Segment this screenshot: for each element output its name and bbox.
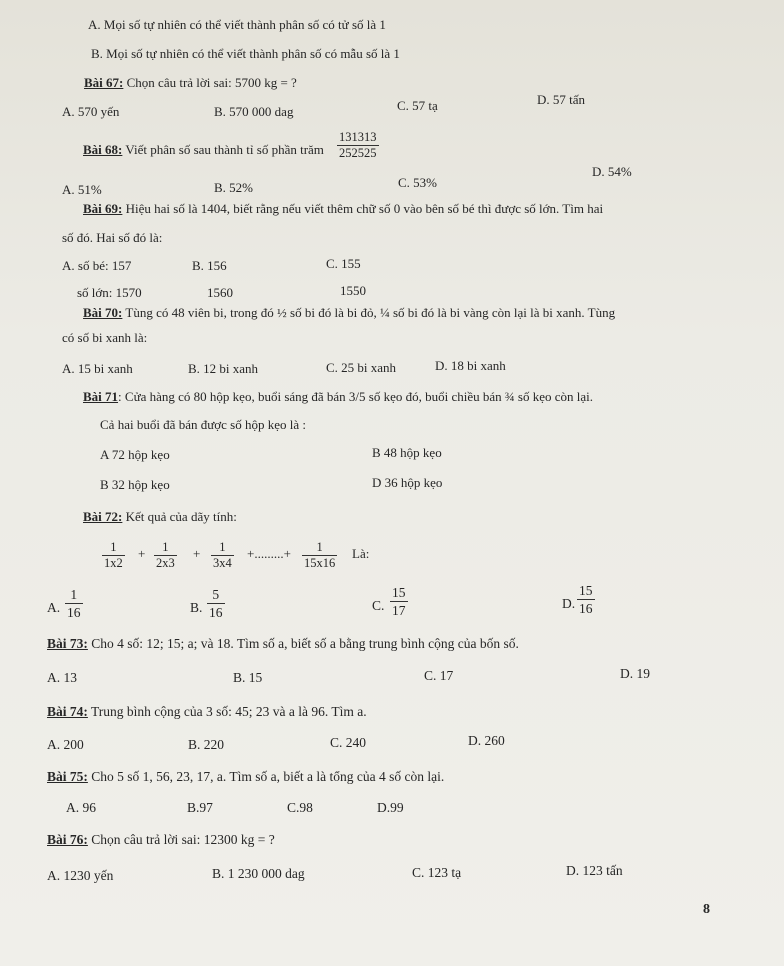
q72-option-a-numerator: 1 [70,587,78,602]
q72-option-a-fraction [65,587,83,620]
q72-la: Là: [352,546,370,561]
q67-option-c: C. 57 tạ [397,98,438,113]
q73-option-a: A. 13 [47,670,77,685]
q69-option-c-large: 1550 [340,283,366,298]
q70-prompt-line2: có số bi xanh là: [62,330,148,345]
q69-option-c-small: C. 155 [326,256,361,271]
q68-option-d: D. 54% [592,164,632,179]
q72-option-d-numerator: 15 [579,583,593,598]
page-number: 8 [703,902,710,917]
q72-option-a-denominator: 16 [67,605,81,620]
q72-plus-1: + [138,546,146,561]
q71-label: Bài 71 [83,389,119,404]
q68-option-a: A. 51% [62,182,102,197]
q71-prompt-line1 [83,389,593,405]
q72-term-2-numerator: 1 [162,540,169,554]
q69-option-b-small: B. 156 [192,258,227,273]
q72-option-b-denominator: 16 [209,605,223,620]
q76-text: Chọn câu trả lời sai: 12300 kg = ? [87,832,275,847]
q76-option-d: D. 123 tấn [566,863,623,878]
q69-prompt-line2: số đó. Hai số đó là: [62,230,163,245]
q72-option-c-numerator: 15 [392,585,406,600]
q76-prompt [47,832,275,848]
q74-option-d: D. 260 [468,733,505,748]
q70-option-d: D. 18 bi xanh [435,358,506,373]
q68-text: Viết phân số sau thành tỉ số phần trăm [122,142,324,157]
q73-option-c: C. 17 [424,668,454,683]
q74-option-a: A. 200 [47,737,84,752]
q75-option-b: B.97 [187,800,213,815]
q71-option-d: D 36 hộp kẹo [372,475,443,490]
q72-term-3 [211,541,234,570]
q75-text: Cho 5 số 1, 56, 23, 17, a. Tìm số a, biết a là tổng của 4 số còn lại. [87,769,445,784]
q71-text-line1: : Cửa hàng có 80 hộp kẹo, buổi sáng đã bán 3/5 số kẹo đó, buổi chiều bán ¾ số kẹo còn lại. [118,389,594,404]
q76-option-a: A. 1230 yến [47,868,114,883]
q72-term-4-numerator: 1 [316,540,323,554]
q69-option-b-large: 1560 [207,285,233,300]
q67-option-d: D. 57 tấn [537,92,586,107]
q71-option-c: B 32 hộp kẹo [100,477,170,492]
q73-text: Cho 4 số: 12; 15; a; và 18. Tìm số a, biết số a bằng trung bình cộng của bốn số. [87,636,519,651]
q67-label: Bài 67: [84,75,124,90]
q72-option-b-letter: B. [190,600,203,615]
q76-option-b: B. 1 230 000 dag [212,866,305,881]
q72-term-1-numerator: 1 [110,540,117,554]
q72-option-c-denominator: 17 [392,603,406,618]
q75-label: Bài 75: [47,769,88,784]
q72-option-b-fraction [207,587,225,620]
q75-option-a: A. 96 [66,800,96,815]
q73-prompt [47,636,519,652]
q72-term-4-denominator: 15x16 [304,556,336,570]
q72-text: Kết quả của dãy tính: [122,509,237,524]
q75-option-c: C.98 [287,800,313,815]
q72-option-d-denominator: 16 [579,601,593,616]
q69-option-a-large: số lớn: 1570 [77,285,142,300]
q72-label: Bài 72: [83,509,123,524]
q70-text-line1: Tùng có 48 viên bi, trong đó ½ số bi đó là bi đỏ, ¼ số bi đó là bi vàng còn lại là bi xanh. Tùng [122,305,616,320]
q68-option-b: B. 52% [214,180,253,195]
q71-option-a: A 72 hộp kẹo [100,447,170,462]
q74-prompt [47,704,367,720]
q72-option-d-letter: D. [562,596,576,611]
q69-option-a-small: A. số bé: 157 [62,258,132,273]
q67-option-b: B. 570 000 dag [214,104,294,119]
q68-fraction [337,131,379,160]
q69-prompt-line1 [83,201,603,217]
q69-text-line1: Hiệu hai số là 1404, biết rằng nếu viết thêm chữ số 0 vào bên số bé thì được số lớn. Tìm hai [122,201,604,216]
q66-option-a: A. Mọi số tự nhiên có thể viết thành phân số có tử số là 1 [88,17,386,32]
q75-option-d: D.99 [377,800,404,815]
q75-prompt [47,769,444,785]
q67-option-a: A. 570 yến [62,104,120,119]
q72-term-3-numerator: 1 [219,540,226,554]
q74-label: Bài 74: [47,704,88,719]
q73-option-b: B. 15 [233,670,263,685]
q68-prompt [83,142,324,158]
q67-text: Chọn câu trả lời sai: 5700 kg = ? [123,75,297,90]
q68-label: Bài 68: [83,142,123,157]
q70-prompt-line1 [83,305,615,321]
q73-option-d: D. 19 [620,666,650,681]
q66-option-b: B. Mọi số tự nhiên có thể viết thành phân số có mẫu số là 1 [91,46,400,61]
q70-option-c: C. 25 bi xanh [326,360,397,375]
q72-plus-2: + [193,546,201,561]
q71-option-b: B 48 hộp kẹo [372,445,442,460]
q72-prompt [83,509,237,525]
q70-option-a: A. 15 bi xanh [62,361,133,376]
q70-option-b: B. 12 bi xanh [188,361,259,376]
q72-term-4 [302,541,337,570]
q74-text: Trung bình cộng của 3 số: 45; 23 và a là 96. Tìm a. [87,704,367,719]
q72-option-d-fraction [577,583,595,616]
q72-ellipsis: +.........+ [247,546,291,561]
q73-label: Bài 73: [47,636,88,651]
q72-term-1-denominator: 1x2 [104,556,123,570]
q67-prompt [84,75,297,91]
q70-label: Bài 70: [83,305,123,320]
q74-option-b: B. 220 [188,737,225,752]
q71-prompt-line2: Cả hai buổi đã bán được số hộp kẹo là : [100,417,306,432]
q69-label: Bài 69: [83,201,123,216]
q72-term-2 [154,541,177,570]
q68-fraction-numerator: 131313 [339,130,377,144]
q72-option-b-numerator: 5 [212,587,220,602]
q76-label: Bài 76: [47,832,88,847]
q72-term-1 [102,541,125,570]
q74-option-c: C. 240 [330,735,367,750]
q72-option-c-fraction [390,585,408,618]
q72-option-a-letter: A. [47,600,61,615]
q76-option-c: C. 123 tạ [412,865,462,880]
q68-fraction-denominator: 252525 [339,146,377,160]
q72-term-3-denominator: 3x4 [213,556,232,570]
q68-option-c: C. 53% [398,175,437,190]
q72-term-2-denominator: 2x3 [156,556,175,570]
q72-option-c-letter: C. [372,598,385,613]
